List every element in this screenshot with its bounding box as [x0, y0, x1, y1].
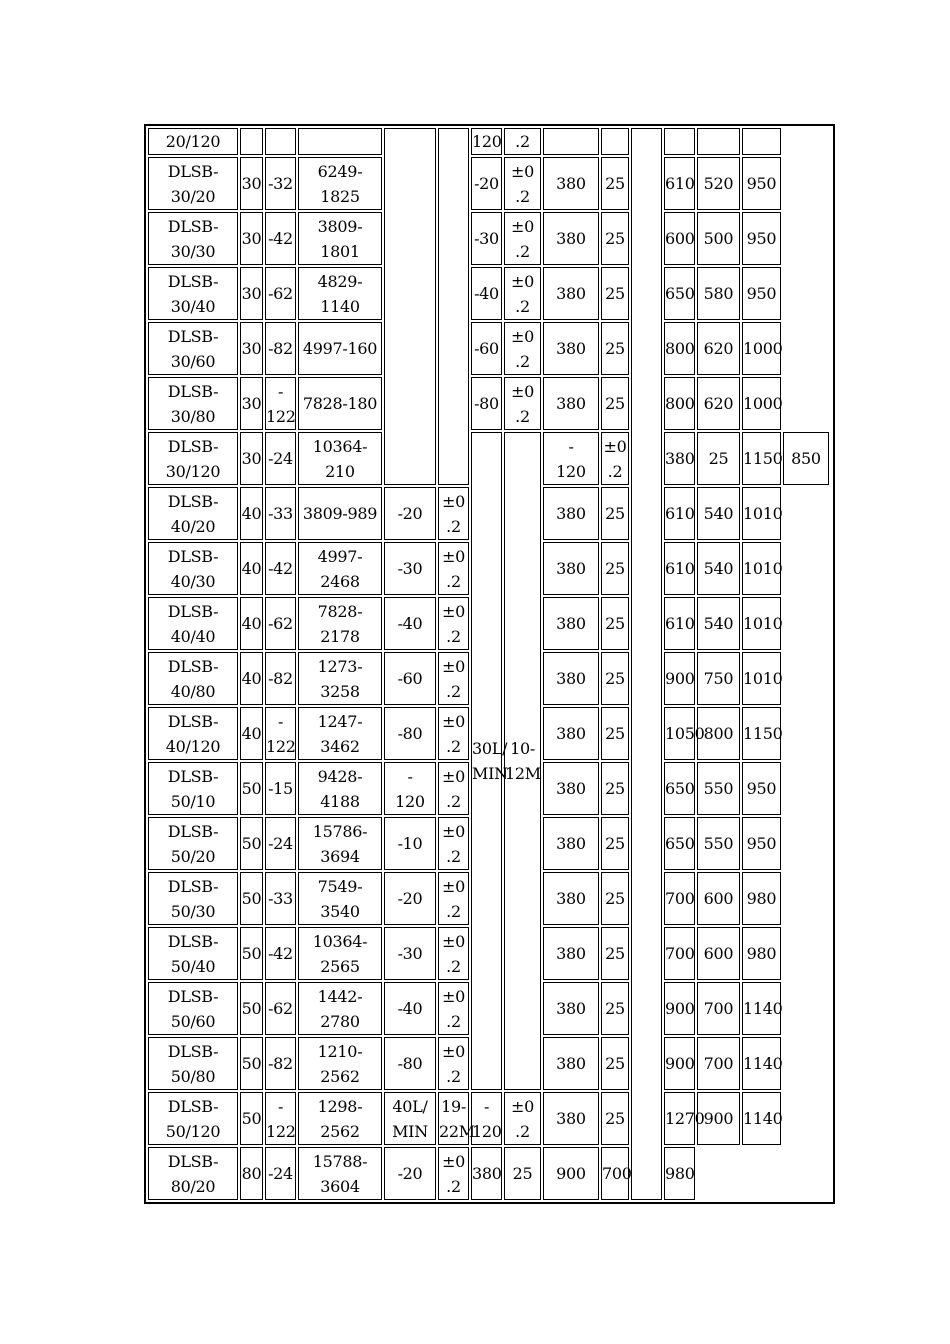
model-cell: DLSB- 80/20 — [148, 1147, 238, 1200]
width-cell: 540 — [697, 487, 740, 540]
temp-cell: -62 — [265, 267, 296, 320]
width-cell: 600 — [697, 872, 740, 925]
accuracy-cell: ±0 .2 — [438, 982, 469, 1035]
range-cell: -30 — [384, 927, 436, 980]
voltage-cell: 380 — [543, 927, 599, 980]
length-cell: 650 — [664, 817, 695, 870]
accuracy-cell: ±0 .2 — [438, 487, 469, 540]
length-cell: 700 — [664, 927, 695, 980]
model-cell: DLSB- 50/20 — [148, 817, 238, 870]
table-row — [148, 157, 831, 210]
range-cell: -80 — [471, 377, 502, 430]
lift-cell-group-1 — [438, 128, 469, 485]
width-cell: 620 — [697, 322, 740, 375]
accuracy-cell: ±0 .2 — [438, 927, 469, 980]
accuracy-cell: ±0 .2 — [438, 542, 469, 595]
height-cell: 1000 — [742, 377, 781, 430]
voltage-cell: 380 — [543, 542, 599, 595]
capacity-cell: 1273- 3258 — [298, 652, 382, 705]
range-cell: -60 — [471, 322, 502, 375]
power-cell: 30 — [240, 212, 263, 265]
kw-cell: 25 — [601, 707, 629, 760]
width-cell: 540 — [697, 542, 740, 595]
width-cell: 800 — [697, 707, 740, 760]
capacity-cell: 7828- 2178 — [298, 597, 382, 650]
kw-cell: 25 — [601, 542, 629, 595]
length-cell: 1270 — [664, 1092, 695, 1145]
accuracy-cell: ±0 .2 — [438, 1147, 469, 1200]
length-cell: 900 — [664, 652, 695, 705]
height-cell: 980 — [742, 927, 781, 980]
model-cell: DLSB- 50/60 — [148, 982, 238, 1035]
accuracy-cell: ±0 .2 — [438, 707, 469, 760]
capacity-cell: 7549- 3540 — [298, 872, 382, 925]
voltage-cell: 380 — [543, 267, 599, 320]
length-cell: 900 — [543, 1147, 599, 1200]
lift-cell-group-3: 19- 22M — [438, 1092, 469, 1145]
accuracy-cell: ±0 .2 — [504, 322, 541, 375]
table-row — [148, 1147, 831, 1200]
width-cell: 700 — [601, 1147, 629, 1200]
temp-cell: - 122 — [265, 1092, 296, 1145]
table-row — [148, 212, 831, 265]
height-cell: 950 — [742, 762, 781, 815]
power-cell: 30 — [240, 377, 263, 430]
range-cell: 120 — [471, 128, 502, 155]
model-cell: DLSB- 50/120 — [148, 1092, 238, 1145]
temp-cell: -42 — [265, 212, 296, 265]
table-row — [148, 1092, 831, 1145]
voltage-cell: 380 — [543, 487, 599, 540]
voltage-cell: 380 — [543, 652, 599, 705]
model-cell: DLSB- 30/60 — [148, 322, 238, 375]
voltage-cell: 380 — [543, 1092, 599, 1145]
temp-cell: -62 — [265, 982, 296, 1035]
temp-cell: -33 — [265, 487, 296, 540]
lift-cell-group-2: 10- 12M — [504, 432, 541, 1090]
height-cell: 1140 — [742, 1037, 781, 1090]
length-cell: 600 — [664, 212, 695, 265]
temp-cell: -32 — [265, 157, 296, 210]
kw-cell: 25 — [601, 487, 629, 540]
capacity-cell: 6249- 1825 — [298, 157, 382, 210]
range-cell: -20 — [384, 487, 436, 540]
temp-cell: -24 — [265, 1147, 296, 1200]
power-cell: 50 — [240, 872, 263, 925]
capacity-cell: 10364- 210 — [298, 432, 382, 485]
length-cell: 610 — [664, 157, 695, 210]
range-cell: -30 — [384, 542, 436, 595]
accuracy-cell: ±0 .2 — [438, 872, 469, 925]
voltage-cell: 380 — [543, 817, 599, 870]
temp-cell: -24 — [265, 817, 296, 870]
length-cell: 1150 — [742, 432, 781, 485]
table-row — [148, 267, 831, 320]
flow-cell-group-1 — [384, 128, 436, 485]
length-cell: 610 — [664, 487, 695, 540]
length-cell: 610 — [664, 597, 695, 650]
length-cell — [664, 128, 695, 155]
range-cell: - 120 — [471, 1092, 502, 1145]
height-cell: 950 — [742, 212, 781, 265]
model-cell: DLSB- 50/30 — [148, 872, 238, 925]
model-cell: 20/120 — [148, 128, 238, 155]
model-cell: DLSB- 50/40 — [148, 927, 238, 980]
kw-cell: 25 — [697, 432, 740, 485]
voltage-cell: 380 — [543, 982, 599, 1035]
voltage-cell: 380 — [543, 762, 599, 815]
height-cell: 1140 — [742, 1092, 781, 1145]
kw-cell: 25 — [601, 762, 629, 815]
voltage-cell: 380 — [543, 322, 599, 375]
range-cell: -20 — [384, 872, 436, 925]
height-cell: 950 — [742, 817, 781, 870]
voltage-cell: 380 — [543, 872, 599, 925]
kw-cell — [601, 128, 629, 155]
table-row — [148, 432, 831, 485]
range-cell: -30 — [471, 212, 502, 265]
temp-cell: -24 — [265, 432, 296, 485]
voltage-cell: 380 — [664, 432, 695, 485]
height-cell: 1140 — [742, 982, 781, 1035]
range-cell: -20 — [384, 1147, 436, 1200]
range-cell: -80 — [384, 1037, 436, 1090]
power-cell: 40 — [240, 487, 263, 540]
table-row — [148, 128, 831, 155]
model-cell: DLSB- 30/120 — [148, 432, 238, 485]
kw-cell: 25 — [601, 652, 629, 705]
temp-cell: -15 — [265, 762, 296, 815]
kw-cell: 25 — [504, 1147, 541, 1200]
capacity-cell — [298, 128, 382, 155]
power-cell: 30 — [240, 157, 263, 210]
width-cell: 700 — [697, 982, 740, 1035]
power-cell: 50 — [240, 762, 263, 815]
flow-cell-group-2: 30L/ MIN — [471, 432, 502, 1090]
capacity-cell: 3809-989 — [298, 487, 382, 540]
model-cell: DLSB- 30/20 — [148, 157, 238, 210]
accuracy-cell: ±0 .2 — [504, 267, 541, 320]
height-cell: 1000 — [742, 322, 781, 375]
range-cell: -20 — [471, 157, 502, 210]
capacity-cell: 4997-160 — [298, 322, 382, 375]
range-cell: -10 — [384, 817, 436, 870]
capacity-cell: 9428- 4188 — [298, 762, 382, 815]
kw-cell: 25 — [601, 872, 629, 925]
accuracy-cell: ±0 .2 — [438, 597, 469, 650]
height-cell: 980 — [742, 872, 781, 925]
height-cell: 1010 — [742, 652, 781, 705]
width-cell: 700 — [697, 1037, 740, 1090]
power-cell: 30 — [240, 267, 263, 320]
temp-cell: -33 — [265, 872, 296, 925]
accuracy-cell: ±0 .2 — [438, 817, 469, 870]
length-cell: 700 — [664, 872, 695, 925]
kw-cell: 25 — [601, 927, 629, 980]
power-cell: 40 — [240, 597, 263, 650]
length-cell: 800 — [664, 377, 695, 430]
length-cell: 650 — [664, 267, 695, 320]
width-cell: 550 — [697, 762, 740, 815]
height-cell: 950 — [742, 267, 781, 320]
power-cell: 50 — [240, 927, 263, 980]
kw-cell: 25 — [601, 267, 629, 320]
power-cell: 50 — [240, 817, 263, 870]
range-cell: - 120 — [543, 432, 599, 485]
height-cell: 950 — [742, 157, 781, 210]
power-cell: 50 — [240, 1092, 263, 1145]
voltage-cell: 380 — [471, 1147, 502, 1200]
length-cell: 800 — [664, 322, 695, 375]
model-cell: DLSB- 30/40 — [148, 267, 238, 320]
blank-column-cell — [631, 128, 662, 1200]
accuracy-cell: ±0 .2 — [504, 1092, 541, 1145]
voltage-cell: 380 — [543, 212, 599, 265]
model-cell: DLSB- 40/120 — [148, 707, 238, 760]
kw-cell: 25 — [601, 982, 629, 1035]
range-cell: -40 — [384, 982, 436, 1035]
height-cell: 1010 — [742, 597, 781, 650]
range-cell: -80 — [384, 707, 436, 760]
power-cell: 40 — [240, 707, 263, 760]
height-cell: 1010 — [742, 487, 781, 540]
width-cell: 500 — [697, 212, 740, 265]
capacity-cell: 1442- 2780 — [298, 982, 382, 1035]
kw-cell: 25 — [601, 817, 629, 870]
length-cell: 900 — [664, 982, 695, 1035]
width-cell: 600 — [697, 927, 740, 980]
capacity-cell: 10364- 2565 — [298, 927, 382, 980]
temp-cell: -82 — [265, 322, 296, 375]
kw-cell: 25 — [601, 212, 629, 265]
voltage-cell: 380 — [543, 1037, 599, 1090]
power-cell: 50 — [240, 1037, 263, 1090]
capacity-cell: 1210- 2562 — [298, 1037, 382, 1090]
power-cell — [240, 128, 263, 155]
accuracy-cell: ±0 .2 — [601, 432, 629, 485]
width-cell: 580 — [697, 267, 740, 320]
temp-cell: - 122 — [265, 377, 296, 430]
model-cell: DLSB- 50/10 — [148, 762, 238, 815]
voltage-cell — [543, 128, 599, 155]
temp-cell: -82 — [265, 1037, 296, 1090]
model-cell: DLSB- 30/30 — [148, 212, 238, 265]
model-cell: DLSB- 30/80 — [148, 377, 238, 430]
model-cell: DLSB- 40/40 — [148, 597, 238, 650]
capacity-cell: 1298- 2562 — [298, 1092, 382, 1145]
capacity-cell: 3809- 1801 — [298, 212, 382, 265]
range-cell: -60 — [384, 652, 436, 705]
height-cell — [742, 128, 781, 155]
table-row — [148, 377, 831, 430]
height-cell: 980 — [664, 1147, 695, 1200]
height-cell: 1010 — [742, 542, 781, 595]
table-row — [148, 322, 831, 375]
range-cell: - 120 — [384, 762, 436, 815]
width-cell: 850 — [783, 432, 829, 485]
capacity-cell: 7828-180 — [298, 377, 382, 430]
kw-cell: 25 — [601, 1092, 629, 1145]
width-cell: 620 — [697, 377, 740, 430]
temp-cell — [265, 128, 296, 155]
height-cell: 1150 — [742, 707, 781, 760]
voltage-cell: 380 — [543, 597, 599, 650]
capacity-cell: 15786- 3694 — [298, 817, 382, 870]
power-cell: 80 — [240, 1147, 263, 1200]
accuracy-cell: ±0 .2 — [504, 157, 541, 210]
capacity-cell: 4829- 1140 — [298, 267, 382, 320]
temp-cell: -82 — [265, 652, 296, 705]
accuracy-cell: ±0 .2 — [438, 762, 469, 815]
width-cell: 550 — [697, 817, 740, 870]
length-cell: 610 — [664, 542, 695, 595]
length-cell: 650 — [664, 762, 695, 815]
range-cell: -40 — [384, 597, 436, 650]
kw-cell: 25 — [601, 322, 629, 375]
power-cell: 50 — [240, 982, 263, 1035]
power-cell: 30 — [240, 432, 263, 485]
model-cell: DLSB- 40/80 — [148, 652, 238, 705]
capacity-cell: 4997- 2468 — [298, 542, 382, 595]
voltage-cell: 380 — [543, 377, 599, 430]
kw-cell: 25 — [601, 377, 629, 430]
temp-cell: -42 — [265, 542, 296, 595]
temp-cell: -62 — [265, 597, 296, 650]
width-cell: 540 — [697, 597, 740, 650]
kw-cell: 25 — [601, 597, 629, 650]
model-cell: DLSB- 40/30 — [148, 542, 238, 595]
flow-cell-group-3: 40L/ MIN — [384, 1092, 436, 1145]
length-cell: 900 — [664, 1037, 695, 1090]
width-cell: 900 — [697, 1092, 740, 1145]
kw-cell: 25 — [601, 157, 629, 210]
temp-cell: -42 — [265, 927, 296, 980]
width-cell: 750 — [697, 652, 740, 705]
power-cell: 40 — [240, 652, 263, 705]
voltage-cell: 380 — [543, 157, 599, 210]
temp-cell: - 122 — [265, 707, 296, 760]
power-cell: 40 — [240, 542, 263, 595]
accuracy-cell: ±0 .2 — [504, 212, 541, 265]
accuracy-cell: ±0 .2 — [438, 652, 469, 705]
voltage-cell: 380 — [543, 707, 599, 760]
range-cell: -40 — [471, 267, 502, 320]
power-cell: 30 — [240, 322, 263, 375]
length-cell: 1050 — [664, 707, 695, 760]
model-cell: DLSB- 40/20 — [148, 487, 238, 540]
spec-table — [144, 124, 835, 1204]
accuracy-cell: .2 — [504, 128, 541, 155]
width-cell — [697, 128, 740, 155]
accuracy-cell: ±0 .2 — [438, 1037, 469, 1090]
accuracy-cell: ±0 .2 — [504, 377, 541, 430]
capacity-cell: 1247- 3462 — [298, 707, 382, 760]
width-cell: 520 — [697, 157, 740, 210]
model-cell: DLSB- 50/80 — [148, 1037, 238, 1090]
capacity-cell: 15788- 3604 — [298, 1147, 382, 1200]
kw-cell: 25 — [601, 1037, 629, 1090]
